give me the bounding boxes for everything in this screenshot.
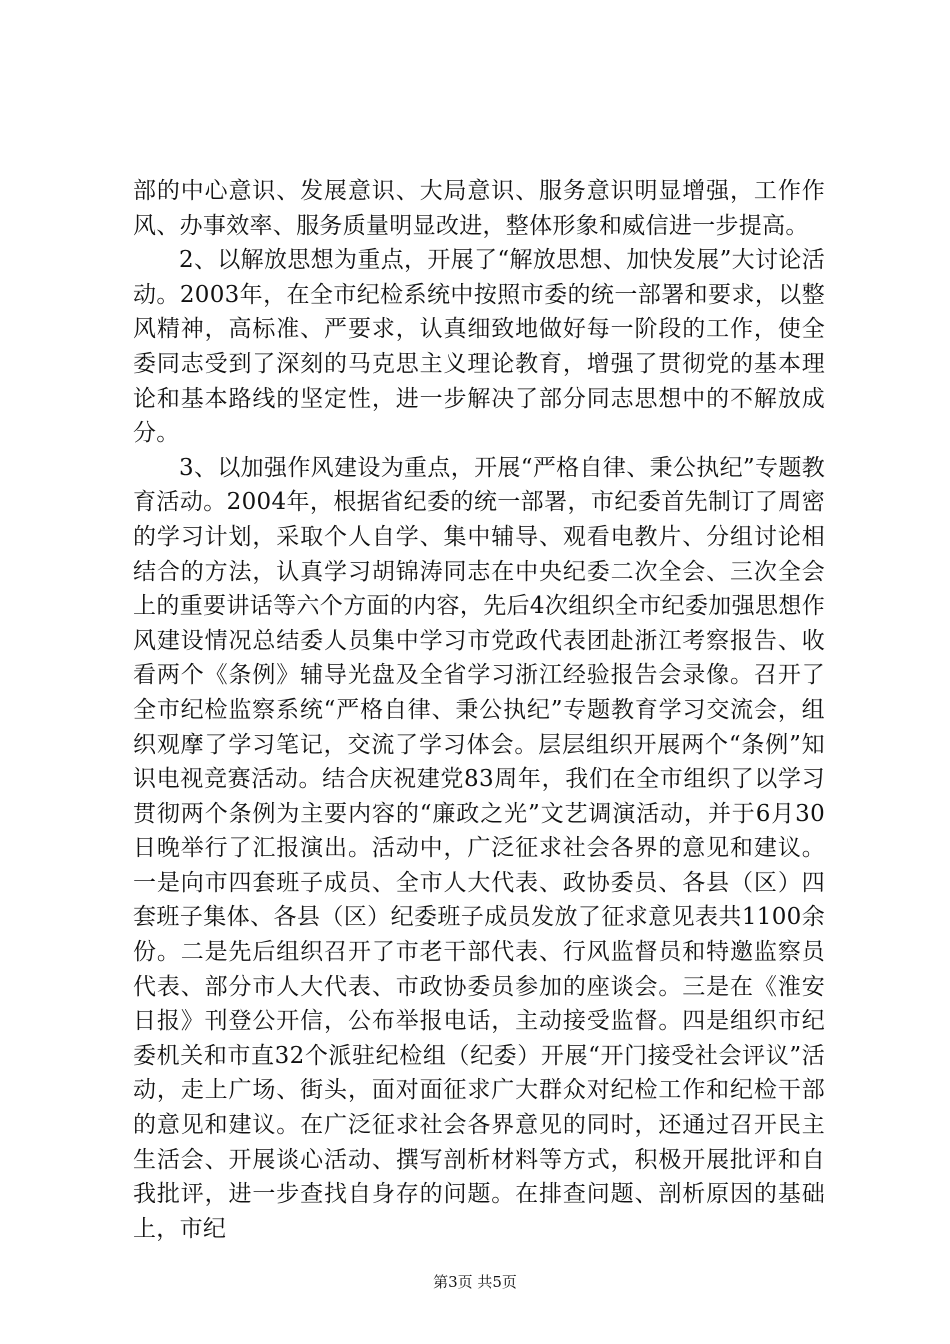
page-footer (0, 1272, 950, 1292)
paragraph-item-2: 2、以解放思想为重点，开展了“解放思想、加快发展”大讨论活动。2003年，在全市纪检系统中按照市委的统一部署和要求，以整风精神，高标准、严要求，认真细致地做好每一阶段的工作，使全委同志受到了深刻的马克思主义理论教育，增强了贯彻党的基本理论和基本路线的坚定性，进一步解决了部分同志思想中的不解放成分。 (133, 247, 825, 447)
paragraph-continuation: 部的中心意识、发展意识、大局意识、服务意识明显增强，工作作风、办事效率、服务质量明显改进，整体形象和威信进一步提高。 (133, 178, 825, 239)
page-number-label: 第3页 共5页 (433, 1273, 517, 1291)
paragraph-item-3: 3、以加强作风建设为重点，开展“严格自律、秉公执纪”专题教育活动。2004年，根据省纪委的统一部署，市纪委首先制订了周密的学习计划，采取个人自学、集中辅导、观看电教片、分组讨论相结合的方法，认真学习胡锦涛同志在中央纪委二次全会、三次全会上的重要讲话等六个方面的内容，先后4次组织全市纪委加强思想作风建设情况总结委人员集中学习市党政代表团赴浙江考察报告、收看两个《条例》辅导光盘及全省学习浙江经验报告会录像。召开了全市纪检监察系统“严格自律、秉公执纪”专题教育学习交流会，组织观摩了学习笔记，交流了学习体会。层层组织开展两个“条例”知识电视竞赛活动。结合庆祝建党83周年，我们在全市组织了以学习贯彻两个条例为主要内容的“廉政之光”文艺调演活动，并于6月30日晚举行了汇报演出。活动中，广泛征求社会各界的意见和建议。一是向市四套班子成员、全市人大代表、政协委员、各县（区）四套班子集体、各县（区）纪委班子成员发放了征求意见表共1100余份。二是先后组织召开了市老干部代表、行风监督员和特邀监察员代表、部分市人大代表、市政协委员参加的座谈会。三是在《淮安日报》刊登公开信，公布举报电话，主动接受监督。四是组织市纪委机关和市直32个派驻纪检组（纪委）开展“开门接受社会评议”活动，走上广场、街头，面对面征求广大群众对纪检工作和纪检干部的意见和建议。在广泛征求社会各界意见的同时，还通过召开民主生活会、开展谈心活动、撰写剖析材料等方式，积极开展批评和自我批评，进一步查找自身存的问题。在排查问题、剖析原因的基础上，市纪 (133, 454, 825, 1242)
document-body (133, 174, 825, 1246)
